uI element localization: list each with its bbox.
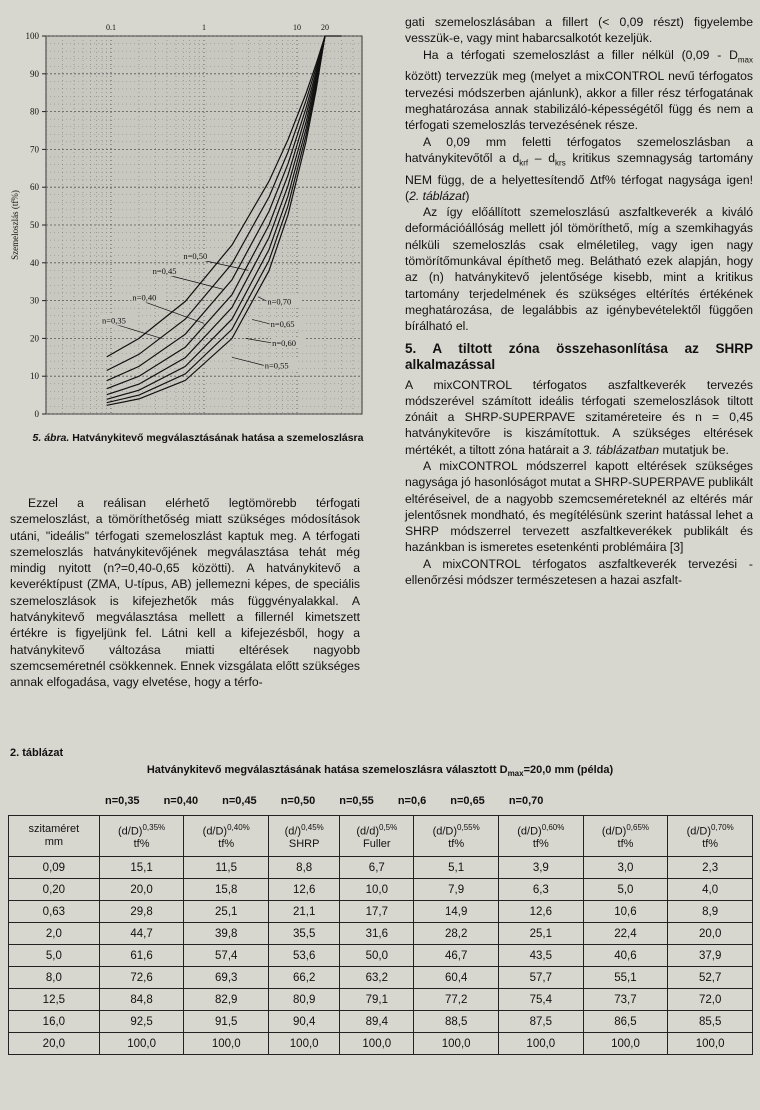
table-header-cell: $(d/D)^{0,35\%}$ tf%	[99, 816, 184, 857]
gradation-table	[8, 815, 753, 1055]
curve-label: n=0,40	[132, 292, 157, 303]
table-header-cell: $(d/d)^{0,5\%}$ Fuller	[340, 816, 414, 857]
table-cell: 40,6	[583, 945, 668, 967]
table-cell: 61,6	[99, 945, 184, 967]
table-header-cell: $(d/D)^{0,65\%}$ tf%	[583, 816, 668, 857]
table-label: 2. táblázat	[10, 747, 64, 759]
paragraph: A mixCONTROL térfogatos aszfaltkeverék tervezés módszerével számított ideális térfogati szemeloszlások tiltott zónáit a SHRP-SUPERPAVE szitaméreteire és n = 0,45 hatványkitevőre is kiszámítottuk. A szükséges eltérések mértékét, a tiltott zóna határait a 3. táblázatban mutatjuk be.	[405, 377, 753, 457]
table-cell: 12,5	[9, 989, 100, 1011]
table-cell: 31,6	[340, 923, 414, 945]
y-tick-label: 20	[30, 333, 39, 344]
table-cell: 73,7	[583, 989, 668, 1011]
table-cell: 21,1	[269, 901, 340, 923]
table-cell: 12,6	[498, 901, 583, 923]
table-cell: 25,1	[184, 901, 269, 923]
curve-label: n=0,35	[101, 315, 126, 326]
table-cell: 3,9	[498, 857, 583, 879]
table-cell: 53,6	[269, 945, 340, 967]
table-body	[9, 857, 753, 1055]
table-header-row	[9, 816, 753, 857]
paragraph: A 0,09 mm feletti térfogatos szemeloszlásban a hatványkitevőtől a $d_{krf} - d_{krs}$ kritikus szemnagyság tartomány NEM függ, de a helyettesítendő Δtf% térfogat nagysága igen! (2. táblázat)	[405, 134, 753, 203]
x-tick-label: 1	[202, 23, 206, 32]
table-cell: 100,0	[668, 1033, 753, 1055]
table-cell: 20,0	[668, 923, 753, 945]
table-cell: 100,0	[414, 1033, 499, 1055]
table-cell: 3,0	[583, 857, 668, 879]
table-row	[9, 1011, 753, 1033]
table-cell: 44,7	[99, 923, 184, 945]
table-cell: 60,4	[414, 967, 499, 989]
curve-label: n=0,60	[272, 337, 297, 348]
curve-label: n=0,55	[264, 360, 289, 371]
table-cell: 20,0	[9, 1033, 100, 1055]
table-cell: 66,2	[269, 967, 340, 989]
y-tick-label: 50	[30, 220, 39, 230]
table-cell: 63,2	[340, 967, 414, 989]
table-header-cell: $(d/D)^{0,40\%}$ tf%	[184, 816, 269, 857]
table-cell: 8,0	[9, 967, 100, 989]
table-cell: 79,1	[340, 989, 414, 1011]
table-cell: 50,0	[340, 945, 414, 967]
paragraph: gati szemeloszlásában a fillert (< 0,09 részt) figyelembe vesszük-e, vagy mint habarcsalkotót kezeljük.	[405, 15, 753, 46]
table-cell: 72,0	[668, 989, 753, 1011]
y-tick-label: 0	[34, 409, 39, 419]
table-cell: 0,63	[9, 901, 100, 923]
table-cell: 39,8	[184, 923, 269, 945]
n-value: n=0,35	[105, 795, 140, 807]
table-header-cell: szitaméret mm	[9, 816, 100, 857]
table-cell: 5,1	[414, 857, 499, 879]
table-cell: 55,1	[583, 967, 668, 989]
table-cell: 7,9	[414, 879, 499, 901]
table-cell: 12,6	[269, 879, 340, 901]
n-value: n=0,45	[222, 795, 257, 807]
table-cell: 25,1	[498, 923, 583, 945]
paragraph: Ezzel a reálisan elérhető legtömörebb térfogati szemeloszlást, a tömöríthetőség miatt szükséges módosítások utáni, "ideális" térfogati szemeloszlást kaptuk meg. A térfogati szemeloszlás hatványkitevőjének megválasztása tehát még mindig nyitott (n?=0,40-0,65 közötti). A hatványkitevő a keveréktípust (ZMA, U-típus, AB) jellemezni képes, de speciális szemeloszlások is kifejezhetők más függvényalakkal. A hatványkitevő megválasztása mellett a fillernél kimetszett értékre is figyeljünk fel. Látni kell a kifejezésből, hogy a hatványkitevő változása miatti eltérések nagyobb szemcseméretnél csökkennek. Ennek vizsgálata előtt szükséges annak elfogadása, vagy elvetése, hogy a térfo-	[10, 496, 360, 690]
table-cell: 82,9	[184, 989, 269, 1011]
y-axis-label: Szemeloszlás (tf%)	[10, 190, 20, 260]
table-cell: 77,2	[414, 989, 499, 1011]
figure-5	[6, 14, 390, 474]
paragraph: A mixCONTROL módszerrel kapott eltérések szükséges nagysága jó hasonlóságot mutat a SHRP-SUPERPAVE publikált eltéréseivel, de a nagyobb szemcseméreteknél az eltérés már jelentősnek mondható, és megítélésünk szerint hatással lehet a SHRP módszerrel tervezett aszfaltkeverékek publikált és hazánkban is ismeretes esetenkénti problémáira [3]	[405, 459, 753, 555]
table-cell: 20,0	[99, 879, 184, 901]
table-cell: 87,5	[498, 1011, 583, 1033]
table-cell: 15,8	[184, 879, 269, 901]
table-cell: 100,0	[340, 1033, 414, 1055]
table-row	[9, 989, 753, 1011]
table-cell: 29,8	[99, 901, 184, 923]
table-cell: 88,5	[414, 1011, 499, 1033]
y-tick-label: 60	[30, 182, 39, 193]
y-tick-label: 40	[30, 257, 39, 268]
y-tick-label: 30	[30, 295, 39, 306]
table-cell: 52,7	[668, 967, 753, 989]
curve-label: n=0,50	[183, 251, 208, 262]
y-tick-label: 90	[30, 68, 39, 79]
table-cell: 57,4	[184, 945, 269, 967]
table-cell: 86,5	[583, 1011, 668, 1033]
figure-caption	[6, 432, 390, 445]
table-cell: 69,3	[184, 967, 269, 989]
table-cell: 5,0	[9, 945, 100, 967]
table-cell: 72,6	[99, 967, 184, 989]
curve-label: n=0,70	[267, 296, 292, 307]
table-cell: 80,9	[269, 989, 340, 1011]
table-cell: 0,20	[9, 879, 100, 901]
table-cell: 11,5	[184, 857, 269, 879]
table-header-cell: $(d/D)^{0,70\%}$ tf%	[668, 816, 753, 857]
table-cell: 22,4	[583, 923, 668, 945]
table-row	[9, 945, 753, 967]
table-row	[9, 1033, 753, 1055]
figure-caption-text: Hatványkitevő megválasztásának hatása a szemeloszlásra	[72, 432, 364, 444]
table-cell: 8,9	[668, 901, 753, 923]
table-cell: 75,4	[498, 989, 583, 1011]
table-cell: 100,0	[498, 1033, 583, 1055]
n-value: n=0,40	[163, 795, 199, 807]
table-cell: 35,5	[269, 923, 340, 945]
figure-caption-number: 5. ábra.	[32, 432, 70, 444]
table-cell: 46,7	[414, 945, 499, 967]
x-tick-label: 20	[320, 23, 329, 32]
table-cell: 17,7	[340, 901, 414, 923]
n-value: n=0,50	[280, 795, 316, 807]
section-heading: 5. A tiltott zóna összehasonlítása az SHRP alkalmazással	[405, 340, 753, 372]
table-header-cell: $(d/D)^{0,55\%}$ tf%	[414, 816, 499, 857]
table-cell: 43,5	[498, 945, 583, 967]
paragraph: Az így előállított szemeloszlású aszfaltkeverék a kiváló deformációállóság mellett jól tömöríthető, míg a szemkihagyás nélküli szemeloszlás csak elméletileg, vagy igen nagy tömörítőmunkával építhető meg. Belátható ezek alapján, hogy az (n) hatványkitevő jelentősége kisebb, mint a kritikus tartomány terjedelmének és szükséges eltérítés értékének meghatározása, de legalábbis az igénybevételektől függően bírálható el.	[405, 205, 753, 334]
y-tick-label: 100	[25, 31, 39, 41]
n-value: n=0,6	[397, 795, 427, 807]
table-cell: 14,9	[414, 901, 499, 923]
table-cell: 85,5	[668, 1011, 753, 1033]
table-header-cell: $(d/D)^{0,60\%}$ tf%	[498, 816, 583, 857]
table-cell: 100,0	[269, 1033, 340, 1055]
x-tick-label: 10	[292, 23, 301, 32]
table-title: Hatványkitevő megválasztásának hatása szemeloszlásra választott $D_{max}=20,0$ mm (példa)	[146, 764, 614, 779]
table-cell: 100,0	[99, 1033, 184, 1055]
table-cell: 5,0	[583, 879, 668, 901]
table-row	[9, 901, 753, 923]
table-row	[9, 879, 753, 901]
table-row	[9, 923, 753, 945]
table-cell: 91,5	[184, 1011, 269, 1033]
table-cell: 16,0	[9, 1011, 100, 1033]
table-cell: 100,0	[184, 1033, 269, 1055]
table-row	[9, 967, 753, 989]
y-tick-label: 10	[30, 371, 39, 382]
curve-label: n=0,65	[270, 319, 295, 330]
table-cell: 100,0	[583, 1033, 668, 1055]
table-cell: 8,8	[269, 857, 340, 879]
table-cell: 92,5	[99, 1011, 184, 1033]
y-tick-label: 80	[30, 106, 39, 117]
gradation-chart	[6, 14, 390, 434]
n-value: n=0,70	[508, 795, 544, 807]
paragraph: Ha a térfogati szemeloszlást a filler nélkül ($0,09 - D_{max}$ között) tervezzük meg (melyet a mixCONTROL nevű térfogatos tervezési módszerben ajánlunk), akkor a filler rész térfogatának meghatározása annak stabilizáló-képességétől függ és nem a térfogati szemeloszlás tervezésének része.	[405, 47, 753, 133]
table-cell: 6,7	[340, 857, 414, 879]
table-header-cell: $(d/)^{0,45\%}$ SHRP	[269, 816, 340, 857]
left-column	[10, 495, 360, 691]
curve-label: n=0,45	[152, 266, 177, 277]
n-value: n=0,55	[339, 795, 374, 807]
table-cell: 84,8	[99, 989, 184, 1011]
table-row	[9, 857, 753, 879]
x-tick-label: 0.1	[106, 23, 117, 32]
table-cell: 90,4	[269, 1011, 340, 1033]
table-cell: 28,2	[414, 923, 499, 945]
table-cell: 4,0	[668, 879, 753, 901]
n-values-row	[105, 795, 567, 807]
table-cell: 89,4	[340, 1011, 414, 1033]
table-cell: 37,9	[668, 945, 753, 967]
table-cell: 10,6	[583, 901, 668, 923]
table-cell: 2,3	[668, 857, 753, 879]
table-cell: 10,0	[340, 879, 414, 901]
right-column	[405, 14, 753, 588]
y-tick-label: 70	[30, 144, 39, 155]
n-value: n=0,65	[450, 795, 485, 807]
table-cell: 6,3	[498, 879, 583, 901]
table-cell: 15,1	[99, 857, 184, 879]
table-cell: 2,0	[9, 923, 100, 945]
table-cell: 57,7	[498, 967, 583, 989]
paragraph: A mixCONTROL térfogatos aszfaltkeverék tervezési - ellenőrzési módszer természetesen a hazai aszfalt-	[405, 556, 753, 588]
table-cell: 0,09	[9, 857, 100, 879]
